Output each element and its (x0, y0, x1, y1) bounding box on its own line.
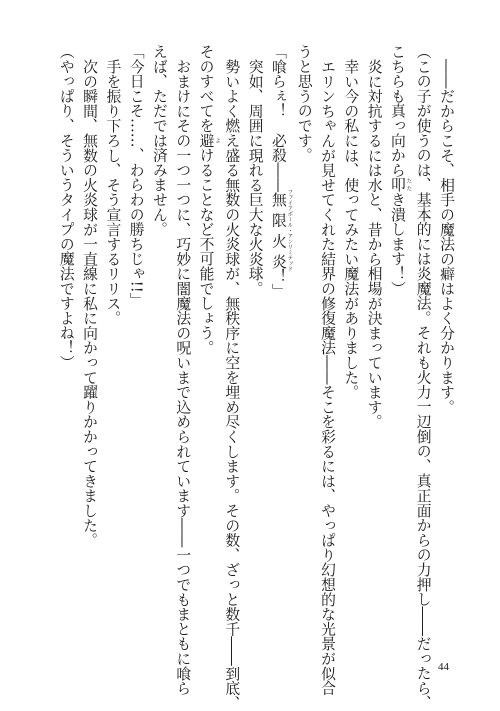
text-line: えば、ただでは済みません。 (150, 44, 168, 237)
line-segment: こちらも真っ向から (388, 44, 406, 178)
line-segment: 「喰らぇ！ 必殺―― (269, 44, 287, 192)
text-line: （やっぱり、そういうタイプの魔法ですよね！） (57, 44, 75, 370)
line-segment: き潰します！） (388, 192, 406, 296)
ruby-base: 避 (197, 132, 215, 148)
text-line: 「今日こそ……、わらわの勝ちじゃ!!」 (127, 44, 145, 308)
ruby-reading: たた (405, 177, 412, 193)
text-line (386, 44, 412, 666)
line-segment: けることなど不可能でしょう。 (197, 147, 215, 355)
text-line: 幸い今の私には、使ってみたい魔法がありました。 (342, 58, 360, 400)
text-line: うと思うのです。 (295, 44, 313, 163)
ruby-reading: ファイアボール・アンリミテッド (286, 189, 293, 272)
furigana (269, 189, 293, 272)
line-segment: そのすべてを (197, 44, 215, 133)
ruby-reading: よ (214, 132, 221, 148)
text-line: ――だからこそ、相手の魔法の癖はよく分かります。 (438, 58, 455, 414)
text-line: （この子が使うのは、基本的には炎魔法。それも火力一辺倒の、真正面からの力押し――だったら、 (414, 44, 432, 710)
line-segment: ！」 (269, 268, 287, 299)
furigana (197, 132, 221, 148)
ruby-base: 叩 (388, 177, 406, 193)
text-line (194, 44, 220, 666)
ruby-base: 無限火炎 (269, 189, 287, 272)
text-line (267, 44, 293, 666)
text-line: 勢いよく燃え盛る無数の火炎球が、無秩序に空を埋め尽くします。その数、ざっと数千――到底、 (223, 58, 241, 710)
text-line: 突如、周囲に現れる巨大な火炎球。 (246, 58, 264, 296)
text-line: 次の瞬間、無数の火炎球が一直線に私に向かって躍りかかってきました。 (81, 58, 99, 548)
text-line: 手を振り下ろし、そう宣言するリリス。 (104, 58, 122, 326)
text-line: エリンちゃんが見せてくれた結界の修復魔法――そこを彩るには、やっぱり幻想的な光景が似合 (319, 58, 337, 696)
page-number: 44 (438, 661, 449, 673)
furigana (388, 177, 412, 193)
text-line: 炎に対抗するには水と、昔から相場が決まっています。 (365, 58, 383, 429)
text-line: おまけにその一つ一つに、巧妙に闇魔法の呪いまで込められています――一つでもまともに喰ら (174, 58, 192, 696)
